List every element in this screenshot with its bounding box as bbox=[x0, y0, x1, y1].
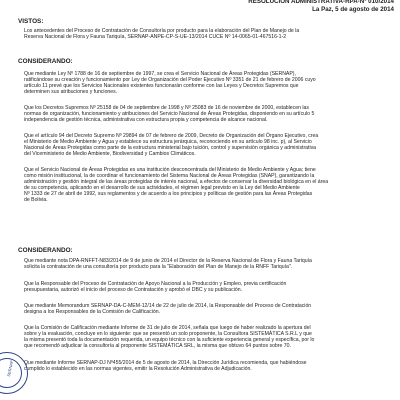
paragraph-decreto-29894 bbox=[16, 133, 388, 157]
paragraph-line: cumplido lo establecido en las normas vigentes, emitir la Resolución Administrativa de Adjudicación. bbox=[24, 366, 252, 373]
paragraph-line: de Bolivia. bbox=[24, 197, 48, 204]
paragraph-line: de su competencia, aplicando en el desarrollo de sus actividades, el régimen legal previsto en la Ley del Medio Ambiente bbox=[24, 185, 300, 192]
paragraph-line: Nacional de Áreas Protegidas como parte de la estructura ministerial bajo tuición, control y supervisión orgánica y administrativa bbox=[24, 145, 317, 152]
paragraph-line: artículo 11 prevé que los Servicios Nacionales existentes funcionarán conforme con las Leyes y Decretos Supremos que bbox=[24, 83, 299, 90]
paragraph-line: determinen sus atribuciones y funciones. bbox=[24, 89, 118, 96]
paragraph-line: que recomendó adjudicar la consultoría al proponente SISTEMÁTICA SRL, la misma que obtuvo 64 puntos sobre 70. bbox=[24, 343, 291, 350]
paragraph-responsable-proceso bbox=[16, 281, 388, 293]
paragraph-line: Que el artículo 94 del Decreto Supremo Nº 29894 de 07 de febrero de 2009, Decreto de Organización del Órgano Ejecutivo, crea bbox=[24, 133, 319, 139]
official-seal bbox=[0, 352, 28, 394]
resolution-number: RESOLUCION ADMINISTRATIVA-RPA-Nº 010/2014 bbox=[248, 0, 394, 5]
paragraph-sernap-mision bbox=[16, 167, 388, 203]
paragraph-line: del Viceministerio de Medio Ambiente, Biodiversidad y Cambios Climáticos. bbox=[24, 151, 196, 158]
paragraph-line: Que la Responsable del Proceso de Contratación de Apoyo Nacional a la Producción y Empleo, previa certificación bbox=[24, 281, 287, 287]
paragraph-line: sobre y la evaluación, concluye en lo siguiente: que se presentó un solo proponente, la Consultora SISTEMÁTICA S.R.L y que bbox=[24, 331, 312, 338]
paragraph-line: la misma presentó toda la documentación requerida, un equipo técnico con la suficiente experiencia general y específica, por lo bbox=[24, 337, 315, 344]
paragraph-informe-juridico bbox=[16, 360, 388, 372]
considerando-heading-1: CONSIDERANDO: bbox=[18, 58, 73, 65]
paragraph-comision-calificacion bbox=[16, 325, 388, 349]
paragraph-line: presupuestaria, autorizó el inicio del proceso de Contratación y aprobó el DBC y su publicación. bbox=[24, 287, 243, 294]
vistos-line: Reserva Nacional de Flora y Fauna Tariquía, SERNAP-ANPE-CP-S-UE-13/2014 CUCE Nº 14-0065-01-467516-1-2 bbox=[24, 34, 287, 41]
place-date: La Paz, 5 de agosto de 2014 bbox=[312, 5, 394, 13]
paragraph-line: administración y gestión integral de las áreas protegidas de interés nacional, a efectos de conservar la diversidad biológica en el área bbox=[24, 179, 329, 186]
paragraph-line: normas de organización, funcionamiento y atribuciones del Servicio Nacional de Áreas Protegidas, disponiendo en su artículo 5 bbox=[24, 111, 315, 118]
paragraph-line: Nº 1333 de 27 de abril de 1992, sus reglamentos y de acuerdo a los principios y políticas de gestión para las Áreas Protegidas bbox=[24, 191, 313, 198]
document-header bbox=[248, 0, 394, 13]
vistos-heading: VISTOS: bbox=[18, 18, 44, 25]
paragraph-line: Que la Comisión de Calificación mediante Informe de 31 de julio de 2014, señala que luego de haber realizado la apertura del bbox=[24, 325, 311, 331]
paragraph-nota-dpa bbox=[16, 258, 388, 270]
paragraph-line: Que mediante nota DPA-RNFFT-N83/2014 de 9 de junio de 2014 el Director de la Reserva Nacional de Flora y Fauna Tariquía bbox=[24, 258, 312, 264]
paragraph-ley-1788 bbox=[16, 71, 388, 95]
paragraph-line: Que mediante Memorandum SERNAP-DA-C-MEM-12/14 de 22 de julio de 2014, la Responsable del Proceso de Contratación bbox=[24, 303, 312, 309]
seal-text: SERNAP bbox=[6, 359, 15, 378]
paragraph-line: ratificándose su creación y funcionamiento por Ley de Organización del Poder Ejecutivo Nº 3351 de 21 de febrero de 2006 cuyo bbox=[24, 77, 316, 84]
paragraph-memorandum bbox=[16, 303, 388, 315]
paragraph-line: Que mediante Informe SERNAP-DJ Nº455/2014 de 5 de agosto de 2014, la Dirección Jurídica recomienda, que habiéndose bbox=[24, 360, 307, 366]
considerando-heading-2: CONSIDERANDO: bbox=[18, 247, 73, 254]
paragraph-line: como misión institucional, la de coordinar el funcionamiento del Sistema Nacional de Áreas Protegidas (SNAP), garantizando la bbox=[24, 173, 315, 180]
paragraph-line: independencia de gestión técnica, administrativa con estructura propia y competencia de alcance nacional. bbox=[24, 117, 268, 124]
vistos-line: Los antecedentes del Proceso de Contratación de Consultoría por producto para la elaboración del Plan de Manejo de la bbox=[24, 28, 300, 34]
paragraph-line: Que mediante Ley Nº 1788 de 16 de septiembre de 1997, se crea el Servicio Nacional de Áreas Protegidas (SERNAP), bbox=[24, 71, 296, 77]
paragraph-line: Que el Servicio Nacional de Áreas Protegidas es una institución desconcentrada del Ministerio de Medio Ambiente y Agua; tiene bbox=[24, 167, 316, 173]
paragraph-decretos-supremos bbox=[16, 105, 388, 123]
paragraph-line: designa a los Responsables de la Comisión de Calificación. bbox=[24, 309, 161, 316]
paragraph-line: solicita la contratación de una consultoría por producto para la "Elaboración del Plan de Manejo de la RNFF Tariquía". bbox=[24, 264, 293, 271]
paragraph-line: Que los Decretos Supremos Nº 25158 de 04 de septiembre de 1998 y Nº 25083 de 16 de noviembre de 2000, establecen las bbox=[24, 105, 309, 111]
vistos-paragraph bbox=[16, 28, 388, 40]
paragraph-line: el Ministerio de Medio Ambiente y Agua y establece su estructura jerárquica, reconociendo en su artículo 98 inc. p), al Servicio bbox=[24, 139, 312, 146]
